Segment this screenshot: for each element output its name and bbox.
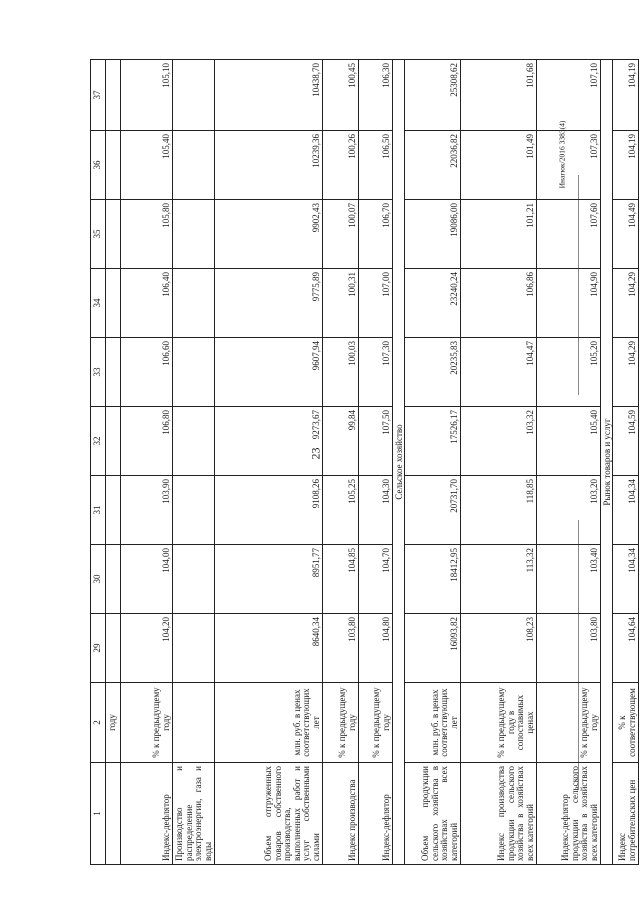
- indicator-name: Индекс-дефлятор: [121, 763, 173, 865]
- value-cell: 105,80: [121, 200, 173, 269]
- value-cell: 17526,17: [405, 407, 461, 476]
- value-cell: 103,90: [121, 476, 173, 545]
- value-cell: 107,10: [537, 60, 601, 131]
- value-cell: 104,00: [121, 545, 173, 614]
- value-cell: 103,20: [537, 476, 601, 545]
- value-cell: 104,29: [613, 269, 639, 338]
- value-cell: 9607,94: [215, 338, 323, 407]
- value-cell: 20731,70: [405, 476, 461, 545]
- value-cell: 104,19: [613, 60, 639, 131]
- value-cell: 100,45: [323, 60, 359, 131]
- table-body: [91, 60, 639, 865]
- table-row: [323, 60, 359, 865]
- value-cell: 104,49: [613, 200, 639, 269]
- value-cell: 104,29: [613, 338, 639, 407]
- value-cell: 100,03: [323, 338, 359, 407]
- value-cell: 106,86: [461, 269, 537, 338]
- value-cell: 108,23: [461, 614, 537, 683]
- value-cell: 8951,77: [215, 545, 323, 614]
- section-title: Сельское хозяйство: [393, 60, 405, 865]
- value-cell: 9108,26: [215, 476, 323, 545]
- value-cell: 106,80: [121, 407, 173, 476]
- value-cell: 107,00: [359, 269, 393, 338]
- col-header: 30: [91, 545, 106, 614]
- indicator-name: Индекс-дефлятор: [359, 763, 393, 865]
- value-cell: 101,68: [461, 60, 537, 131]
- indicator-name: Производство и распределение электроэнергии, газа и воды: [173, 763, 215, 865]
- value-cell: 19086,00: [405, 200, 461, 269]
- col-header: 31: [91, 476, 106, 545]
- value-cell: 105,40: [537, 407, 601, 476]
- indicator-name: Индекс потребительских цен: [613, 763, 639, 865]
- table-row: [215, 60, 323, 865]
- value-cell: 20235,83: [405, 338, 461, 407]
- value-cell: 100,07: [323, 200, 359, 269]
- indicator-name: Индекс производства продукции сельского хозяйства в хозяйствах всех категорий: [461, 763, 537, 865]
- col-header: 34: [91, 269, 106, 338]
- value-cell: 104,47: [461, 338, 537, 407]
- col-header: 35: [91, 200, 106, 269]
- value-cell: [173, 269, 215, 338]
- col-header: 32: [91, 407, 106, 476]
- value-cell: 104,70: [359, 545, 393, 614]
- value-cell: 8640,34: [215, 614, 323, 683]
- value-cell: 18412,95: [405, 545, 461, 614]
- table-row: [405, 60, 461, 865]
- indicator-name: Объем продукции сельского хозяйства в хозяйствах всех категорий: [405, 763, 461, 865]
- section-row: [601, 60, 613, 865]
- unit-cell: [173, 683, 215, 763]
- section-title: Рынок товаров и услуг: [601, 60, 613, 865]
- value-cell: 107,50: [359, 407, 393, 476]
- value-cell: 103,40: [537, 545, 601, 614]
- value-cell: 104,20: [121, 614, 173, 683]
- header-row: [91, 60, 106, 865]
- value-cell: [173, 614, 215, 683]
- table-row: [121, 60, 173, 865]
- page-number: 23: [308, 447, 323, 460]
- unit-continuation-row: [106, 60, 121, 865]
- value-cell: 118,85: [461, 476, 537, 545]
- indicator-name: Объем отгруженных товаров собственного производства, выполненных работ и услуг собственными силами: [215, 763, 323, 865]
- table-row: [613, 60, 639, 865]
- value-cell: 103,80: [323, 614, 359, 683]
- value-cell: 10239,36: [215, 131, 323, 200]
- unit-cell: % к предыдущему году: [121, 683, 173, 763]
- value-cell: 105,20: [537, 338, 601, 407]
- value-cell: [173, 60, 215, 131]
- indicator-name: Индекс производства: [323, 763, 359, 865]
- value-cell: 9273,67: [215, 407, 323, 476]
- value-cell: 113,32: [461, 545, 537, 614]
- value-cell: 104,59: [613, 407, 639, 476]
- unit-cell: % к предыдущему году в сопоставимых ценах: [461, 683, 537, 763]
- unit-cell: % к предыдущему году: [359, 683, 393, 763]
- unit-cell: % к соответствующем: [613, 683, 639, 763]
- value-cell: 106,50: [359, 131, 393, 200]
- table-row: [461, 60, 537, 865]
- value-cell: 10438,70: [215, 60, 323, 131]
- value-cell: 101,21: [461, 200, 537, 269]
- value-cell: 104,34: [613, 545, 639, 614]
- document-code: Инагюк/2016 3383(4): [557, 120, 567, 189]
- unit-cell: млн. руб. в ценах соответствующих лет: [215, 683, 323, 763]
- col-header: 36: [91, 131, 106, 200]
- value-cell: 103,80: [537, 614, 601, 683]
- value-cell: 106,60: [121, 338, 173, 407]
- value-cell: 23240,24: [405, 269, 461, 338]
- value-cell: 105,40: [121, 131, 173, 200]
- unit-cell: млн. руб. в ценах соответствующих лет: [405, 683, 461, 763]
- col-header: 29: [91, 614, 106, 683]
- value-cell: 107,60: [537, 200, 601, 269]
- forecast-table: [90, 59, 639, 865]
- value-cell: 106,70: [359, 200, 393, 269]
- value-cell: 101,49: [461, 131, 537, 200]
- indicator-name: Индекс-дефлятор продукции сельского хозяйства в хозяйствах всех категорий: [537, 763, 601, 865]
- value-cell: [173, 338, 215, 407]
- value-cell: 104,64: [613, 614, 639, 683]
- rotated-table-area: [90, 60, 640, 861]
- table-row: [537, 60, 601, 865]
- unit-continuation: году: [106, 683, 121, 763]
- value-cell: [173, 476, 215, 545]
- value-cell: 16093,82: [405, 614, 461, 683]
- value-cell: 104,34: [613, 476, 639, 545]
- value-cell: 104,80: [359, 614, 393, 683]
- value-cell: 104,19: [613, 131, 639, 200]
- value-cell: 99,84: [323, 407, 359, 476]
- table-row: [173, 60, 215, 865]
- value-cell: 25308,62: [405, 60, 461, 131]
- value-cell: 103,32: [461, 407, 537, 476]
- value-cell: [173, 407, 215, 476]
- value-cell: [173, 200, 215, 269]
- value-cell: 107,30: [359, 338, 393, 407]
- unit-cell: % к предыдущему году: [537, 683, 601, 763]
- col-header: 2: [91, 683, 106, 763]
- value-cell: 106,30: [359, 60, 393, 131]
- value-cell: 105,25: [323, 476, 359, 545]
- value-cell: 105,10: [121, 60, 173, 131]
- value-cell: [173, 131, 215, 200]
- table-row: [359, 60, 393, 865]
- unit-cell: % к предыдущему году: [323, 683, 359, 763]
- section-row: [393, 60, 405, 865]
- value-cell: 104,90: [537, 269, 601, 338]
- value-cell: 9775,89: [215, 269, 323, 338]
- col-header: 37: [91, 60, 106, 131]
- value-cell: [173, 545, 215, 614]
- value-cell: 22036,82: [405, 131, 461, 200]
- value-cell: 100,31: [323, 269, 359, 338]
- value-cell: 106,40: [121, 269, 173, 338]
- value-cell: 104,85: [323, 545, 359, 614]
- col-header: 1: [91, 763, 106, 865]
- value-cell: 107,30: [537, 131, 601, 200]
- value-cell: 100,26: [323, 131, 359, 200]
- col-header: 33: [91, 338, 106, 407]
- value-cell: 9902,43: [215, 200, 323, 269]
- value-cell: 104,30: [359, 476, 393, 545]
